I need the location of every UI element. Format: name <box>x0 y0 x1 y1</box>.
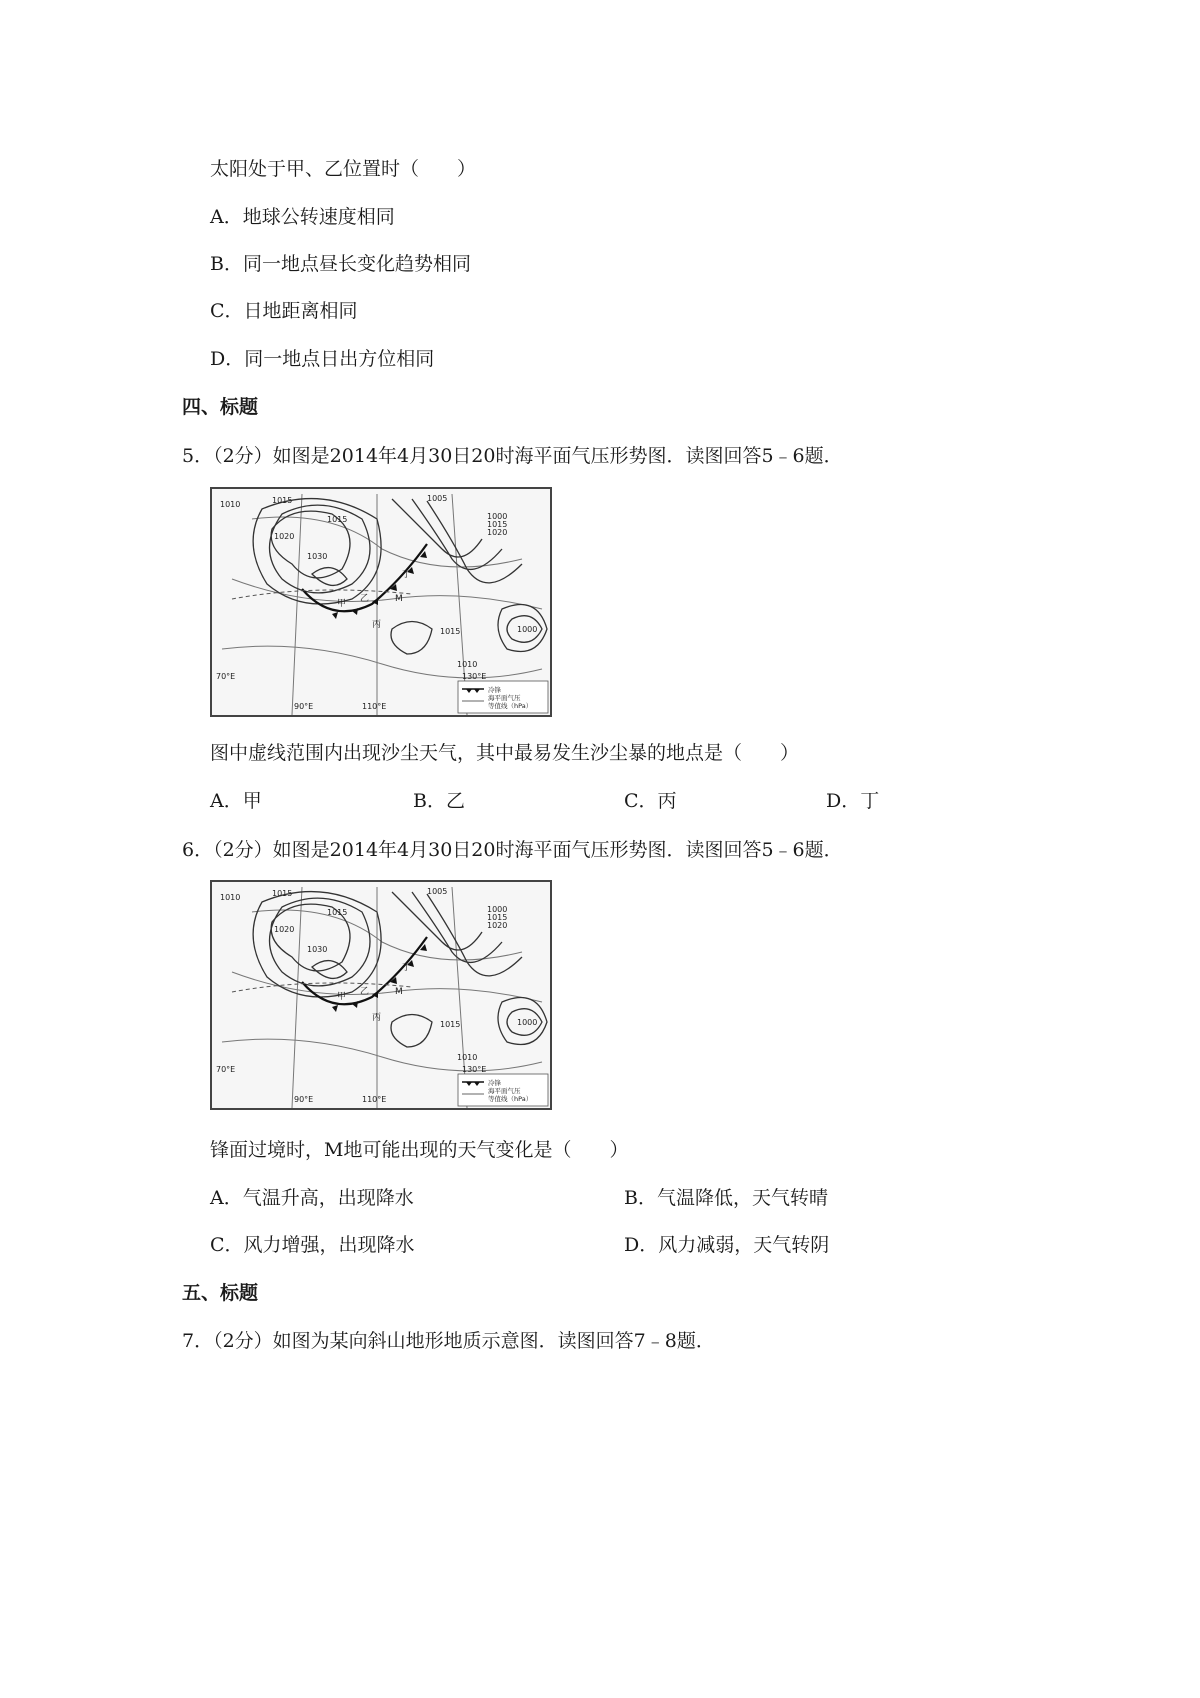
map-isobar-label: 1030 <box>307 945 328 954</box>
q6-option-a: A．气温升高，出现降水 <box>210 1187 414 1209</box>
map-place-jia: 甲 <box>337 599 347 609</box>
map-isobar-label: 1010 <box>457 660 478 669</box>
map-isobar-label: 1020 <box>487 528 508 537</box>
q5-option-a: A．甲 <box>210 790 262 812</box>
q5-option-c: C．丙 <box>624 790 677 812</box>
map-legend-isobar-2: 等值线（hPa） <box>488 1095 533 1103</box>
map-isobar-label: 1015 <box>487 520 508 529</box>
map-place-bing: 丙 <box>372 1013 382 1023</box>
map-isobar-label: 1000 <box>487 905 508 914</box>
map-isobar-label: 1015 <box>327 908 348 917</box>
map-legend <box>458 681 548 713</box>
map-legend <box>458 1074 548 1106</box>
map-place-yi: 乙 <box>360 594 370 604</box>
map-isobar-label: 1010 <box>220 500 241 509</box>
q6-option-b: B．气温降低，天气转晴 <box>624 1187 828 1209</box>
map-longitude-label: 90°E <box>294 702 314 711</box>
map-isobar-label: 1020 <box>487 921 508 930</box>
q5-option-b: B．乙 <box>413 790 465 812</box>
q6-stem: 锋面过境时，M地可能出现的天气变化是（ ） <box>210 1139 629 1161</box>
map-legend-isobar-1: 海平面气压 <box>488 1087 521 1095</box>
map-longitude-label: 70°E <box>216 1065 236 1074</box>
q6-option-d: D．风力减弱，天气转阴 <box>624 1234 830 1256</box>
map-isobar-label: 1005 <box>427 494 448 503</box>
q5-intro: 5．（2分）如图是2014年4月30日20时海平面气压形势图．读图回答5﹣6题． <box>182 445 843 467</box>
map-legend-front: 冷锋 <box>488 686 501 694</box>
map-isobar-label: 1015 <box>272 889 293 898</box>
map-isobar-label: 1030 <box>307 552 328 561</box>
q6-option-c: C．风力增强，出现降水 <box>210 1234 415 1256</box>
q5-stem: 图中虚线范围内出现沙尘天气，其中最易发生沙尘暴的地点是（ ） <box>210 742 800 764</box>
map-place-ding: 丁 <box>402 570 412 580</box>
map-isobar-label: 1015 <box>487 913 508 922</box>
map-isobar-label: 1005 <box>427 887 448 896</box>
q4-option-b: B．同一地点昼长变化趋势相同 <box>210 253 471 275</box>
map-legend-front: 冷锋 <box>488 1079 501 1087</box>
map-longitude-label: 110°E <box>362 1095 387 1104</box>
map-isobar-label: 1000 <box>517 625 538 634</box>
map-isobar-label: 1000 <box>517 1018 538 1027</box>
map-place-bing: 丙 <box>372 620 382 630</box>
map-isobar-label: 1020 <box>274 532 295 541</box>
section-5-title: 五、标题 <box>182 1282 259 1304</box>
map-isobar-label: 1000 <box>487 512 508 521</box>
q6-intro: 6．（2分）如图是2014年4月30日20时海平面气压形势图．读图回答5﹣6题． <box>182 839 843 861</box>
map-place-yi: 乙 <box>360 987 370 997</box>
map-isobar-label: 1010 <box>457 1053 478 1062</box>
section-4-title: 四、标题 <box>182 396 259 418</box>
map-longitude-label: 130°E <box>462 1065 487 1074</box>
map-place-ding: 丁 <box>402 963 412 973</box>
pressure-map-svg <box>212 489 550 715</box>
q7-intro: 7．（2分）如图为某向斜山地形地质示意图．读图回答7﹣8题． <box>182 1330 715 1352</box>
map-longitude-label: 130°E <box>462 672 487 681</box>
map-longitude-label: 90°E <box>294 1095 314 1104</box>
q4-stem: 太阳处于甲、乙位置时（ ） <box>210 158 477 180</box>
pressure-map-figure-q5 <box>210 487 552 717</box>
map-isobar-label: 1015 <box>327 515 348 524</box>
map-isobar-label: 1015 <box>440 1020 461 1029</box>
map-legend-isobar-2: 等值线（hPa） <box>488 702 533 710</box>
map-isobar-label: 1015 <box>440 627 461 636</box>
map-isobar-label: 1015 <box>272 496 293 505</box>
q4-option-c: C．日地距离相同 <box>210 300 358 322</box>
q4-option-a: A．地球公转速度相同 <box>210 206 395 228</box>
map-longitude-label: 70°E <box>216 672 236 681</box>
map-place-jia: 甲 <box>337 992 347 1002</box>
pressure-map-svg <box>212 882 550 1108</box>
map-place-m: M <box>395 987 403 997</box>
map-place-m: M <box>395 594 403 604</box>
pressure-map-figure-q6 <box>210 880 552 1110</box>
q4-option-d: D．同一地点日出方位相同 <box>210 348 435 370</box>
map-isobar-label: 1020 <box>274 925 295 934</box>
map-isobar-label: 1010 <box>220 893 241 902</box>
map-legend-isobar-1: 海平面气压 <box>488 694 521 702</box>
q5-option-d: D．丁 <box>826 790 880 812</box>
map-longitude-label: 110°E <box>362 702 387 711</box>
